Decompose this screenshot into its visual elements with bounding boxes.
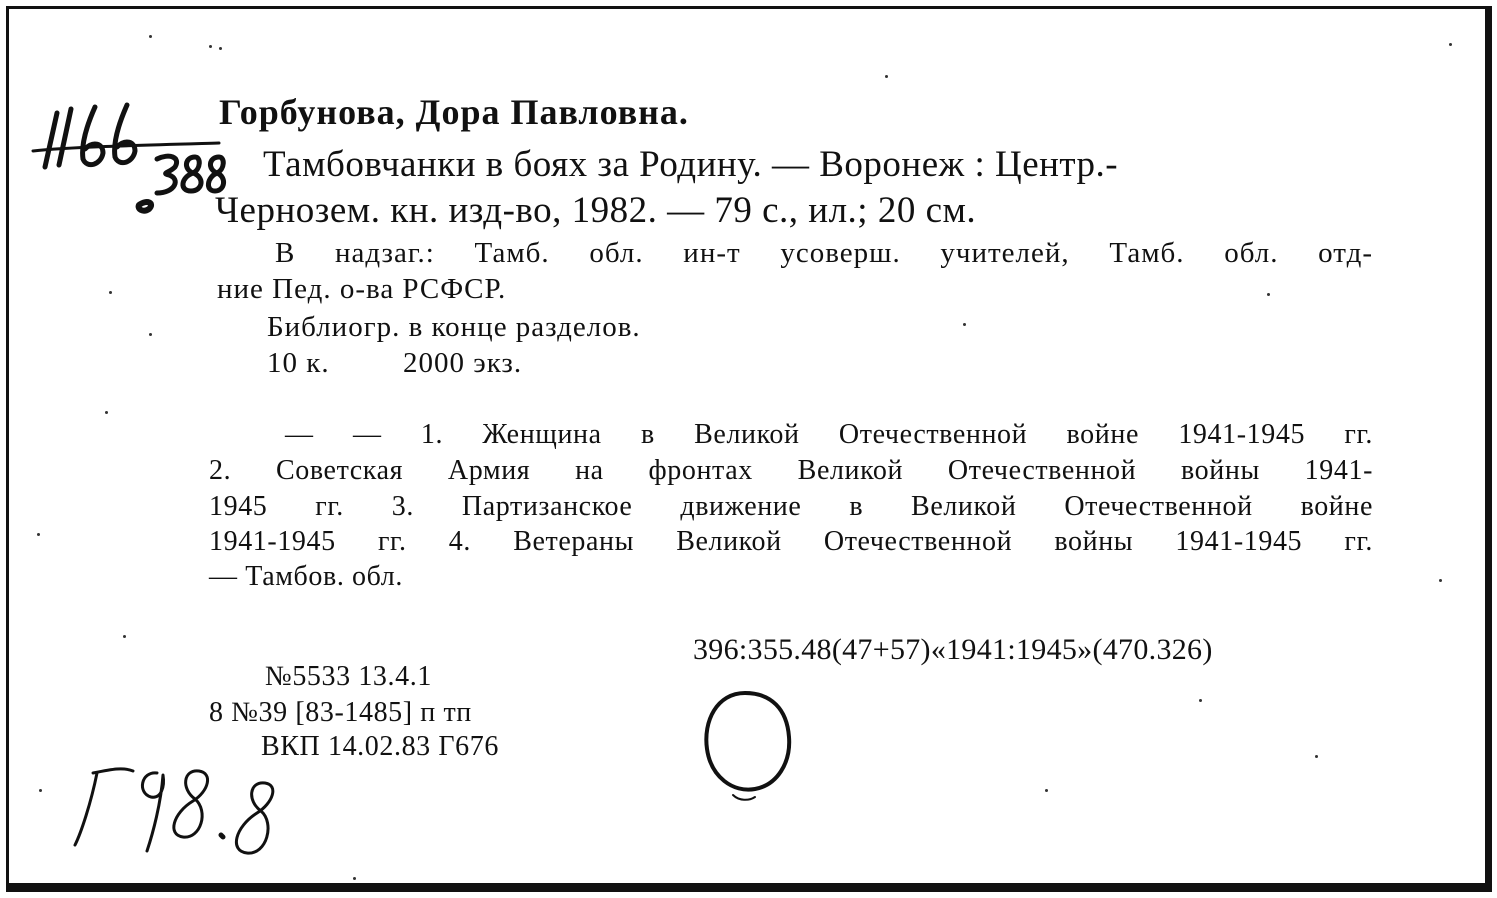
paper-speck <box>219 47 222 50</box>
author-heading: Горбунова, Дора Павловна. <box>219 92 689 132</box>
subjects-line-1: — — 1. Женщина в Великой Отечественной войне 1941-1945 гг. <box>285 419 1373 450</box>
paper-speck <box>1439 579 1442 582</box>
udc-classification: 396:355.48(47+57)«1941:1945»(470.326) <box>693 633 1213 666</box>
paper-speck <box>353 877 356 880</box>
subjects-line-3: 1945 гг. 3. Партизанское движение в Великой Отечественной войне <box>209 491 1373 522</box>
paper-speck <box>1199 699 1202 702</box>
paper-speck <box>105 411 108 414</box>
paper-speck <box>1045 789 1048 792</box>
registry-line-3: ВКП 14.02.83 Г676 <box>261 731 499 762</box>
paper-speck <box>39 789 42 792</box>
paper-speck <box>1267 293 1270 296</box>
paper-speck <box>37 533 40 536</box>
subjects-line-4: 1941-1945 гг. 4. Ветераны Великой Отечественной войны 1941-1945 гг. <box>209 526 1373 557</box>
punch-hole-circle <box>693 685 803 809</box>
catalog-card <box>6 6 1492 892</box>
paper-speck <box>123 635 126 638</box>
paper-speck <box>885 75 888 78</box>
paper-speck <box>1315 755 1318 758</box>
price: 10 к. <box>267 347 330 379</box>
paper-speck <box>1449 43 1452 46</box>
subjects-line-5: — Тамбов. обл. <box>209 561 403 592</box>
note-line-1: В надзаг.: Тамб. обл. ин-т усоверш. учителей, Тамб. обл. отд- <box>275 237 1373 269</box>
paper-speck <box>963 323 966 326</box>
paper-speck <box>109 291 112 294</box>
title-line-1: Тамбовчанки в боях за Родину. — Воронеж : Центр.- <box>263 144 1119 185</box>
handwritten-shelf-mark <box>63 753 303 873</box>
subjects-line-2: 2. Советская Армия на фронтах Великой Отечественной войны 1941- <box>209 455 1373 486</box>
note-line-2: ние Пед. о-ва РСФСР. <box>217 273 507 305</box>
bibliography-note: Библиогр. в конце разделов. <box>267 311 641 343</box>
title-line-2: Чернозем. кн. изд-во, 1982. — 79 с., ил.; 20 см. <box>215 190 977 231</box>
paper-speck <box>149 35 152 38</box>
handwritten-call-number <box>29 95 229 225</box>
registry-line-2: 8 №39 [83-1485] п тп <box>209 697 472 728</box>
paper-speck <box>149 333 152 336</box>
print-run: 2000 экз. <box>403 347 523 379</box>
paper-speck <box>209 45 212 48</box>
registry-line-1: №5533 13.4.1 <box>265 661 432 692</box>
